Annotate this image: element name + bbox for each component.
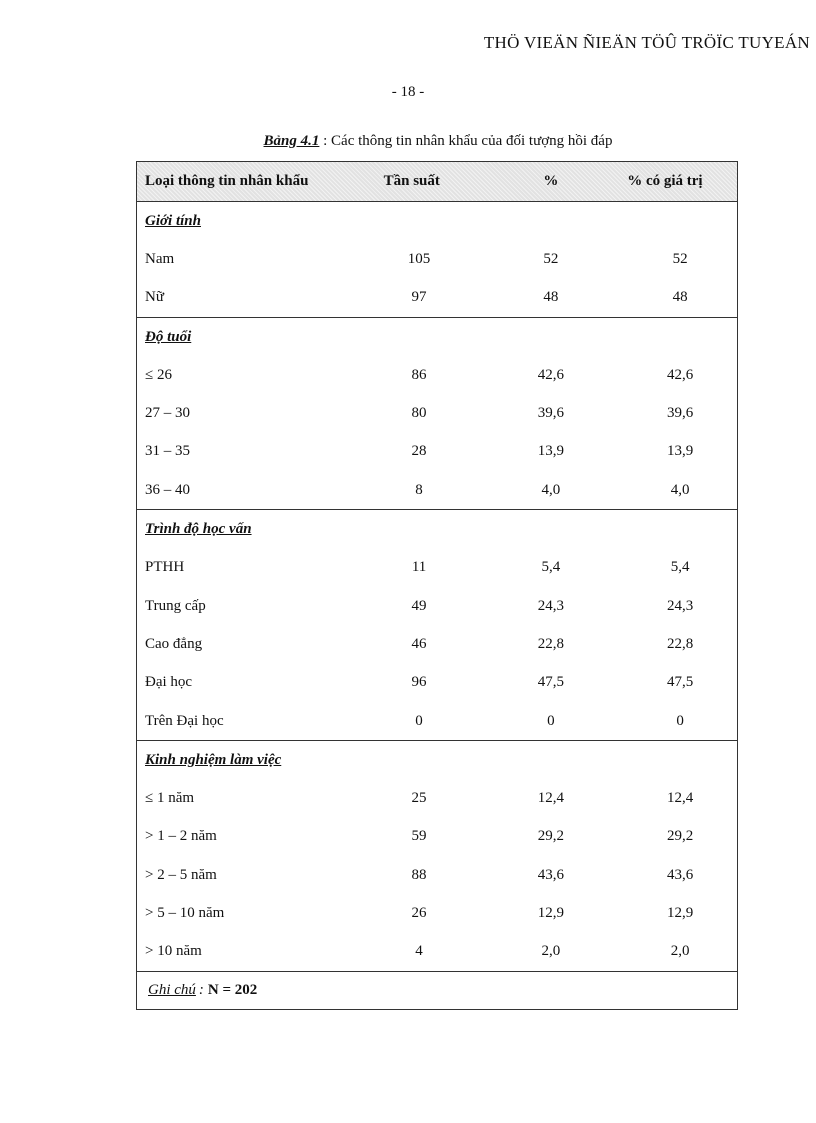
table-caption: [0, 133, 816, 150]
column-header-percent: %: [543, 173, 559, 189]
table-row: [137, 702, 737, 740]
table-row: [137, 894, 737, 932]
cell-percent: 13,9: [537, 443, 564, 460]
cell-frequency: 80: [411, 405, 427, 422]
table-row: [137, 433, 737, 471]
cell-frequency: 28: [411, 443, 427, 460]
cell-frequency: 105: [407, 250, 431, 267]
header-banner: THÖ VIEÄN ÑIEÄN TÖÛ TRÖÏC TUYEÁN: [483, 33, 810, 52]
cell-category: Nam: [145, 250, 175, 267]
cell-percent: 24,3: [537, 597, 564, 614]
cell-category: > 2 – 5 năm: [145, 866, 217, 883]
cell-percent: 48: [543, 289, 559, 306]
cell-percent: 4,0: [541, 481, 561, 498]
cell-valid-percent: 39,6: [666, 405, 694, 422]
cell-category: Nữ: [145, 289, 164, 306]
section-title: Trình độ học vấn: [145, 521, 252, 538]
cell-category: Đại học: [145, 674, 193, 691]
cell-valid-percent: 12,9: [666, 904, 694, 921]
cell-percent: 12,9: [537, 904, 564, 921]
cell-valid-percent: 12,4: [666, 790, 694, 807]
cell-frequency: 59: [411, 828, 427, 845]
cell-percent: 29,2: [537, 828, 564, 845]
table-row: [137, 664, 737, 702]
footnote-value: N = 202: [207, 981, 258, 998]
table-body: [137, 202, 737, 971]
cell-valid-percent: 2,0: [670, 943, 690, 960]
cell-category: ≤ 26: [145, 366, 172, 383]
cell-frequency: 86: [411, 366, 427, 383]
cell-valid-percent: 24,3: [666, 597, 694, 614]
cell-valid-percent: 48: [672, 289, 688, 306]
cell-valid-percent: 42,6: [666, 366, 694, 383]
table-row: [137, 279, 737, 317]
cell-percent: 47,5: [537, 674, 564, 691]
cell-category: 31 – 35: [145, 443, 190, 460]
cell-category: ≤ 1 năm: [145, 790, 195, 807]
cell-percent: 39,6: [537, 405, 564, 422]
table-row: [137, 240, 737, 278]
table-section: [137, 741, 737, 971]
cell-category: > 5 – 10 năm: [145, 904, 225, 921]
table-header-row: [137, 162, 737, 202]
demographics-table: [136, 161, 738, 1010]
cell-frequency: 26: [411, 904, 427, 921]
cell-category: Cao đẳng: [145, 635, 203, 652]
table-footnote: [137, 971, 737, 1009]
cell-valid-percent: 5,4: [670, 559, 690, 576]
table-section: [137, 510, 737, 741]
cell-valid-percent: 13,9: [666, 443, 694, 460]
cell-valid-percent: 47,5: [666, 674, 694, 691]
cell-category: > 10 năm: [145, 943, 202, 960]
cell-frequency: 97: [411, 289, 427, 306]
cell-category: PTHH: [145, 559, 185, 576]
cell-frequency: 8: [415, 481, 423, 498]
cell-frequency: 0: [415, 712, 423, 729]
table-row: [137, 356, 737, 394]
section-title-row: [137, 741, 737, 779]
section-title-row: [137, 510, 737, 548]
column-header-frequency: Tần suất: [383, 173, 440, 189]
section-title: Kinh nghiệm làm việc: [145, 751, 282, 768]
cell-valid-percent: 0: [676, 712, 684, 729]
table-row: [137, 587, 737, 625]
page-number: - 18 -: [391, 84, 425, 100]
cell-frequency: 25: [411, 790, 427, 807]
table-caption-label: Bảng 4.1: [263, 133, 320, 149]
column-header-category: Loại thông tin nhân khẩu: [145, 173, 309, 189]
section-title-row: [137, 202, 737, 240]
cell-percent: 0: [547, 712, 555, 729]
cell-valid-percent: 4,0: [670, 481, 690, 498]
cell-percent: 5,4: [541, 559, 561, 576]
footnote-label: Ghi chú: [148, 981, 196, 998]
cell-percent: 12,4: [537, 790, 564, 807]
table-row: [137, 394, 737, 432]
table-section: [137, 202, 737, 318]
footnote-colon: :: [198, 981, 204, 998]
table-row: [137, 856, 737, 894]
cell-frequency: 4: [415, 943, 423, 960]
cell-valid-percent: 52: [672, 250, 688, 267]
cell-percent: 52: [543, 250, 559, 267]
cell-category: > 1 – 2 năm: [145, 828, 217, 845]
cell-category: 27 – 30: [145, 405, 190, 422]
cell-percent: 43,6: [537, 866, 564, 883]
cell-frequency: 88: [411, 866, 427, 883]
cell-percent: 22,8: [537, 635, 564, 652]
cell-valid-percent: 43,6: [666, 866, 694, 883]
cell-category: 36 – 40: [145, 481, 190, 498]
table-row: [137, 625, 737, 663]
cell-frequency: 46: [411, 635, 427, 652]
cell-valid-percent: 22,8: [666, 635, 694, 652]
cell-percent: 2,0: [541, 943, 561, 960]
cell-percent: 42,6: [537, 366, 564, 383]
table-caption-text: : Các thông tin nhân khẩu của đối tượng hồi đáp: [323, 133, 613, 149]
table-section: [137, 318, 737, 510]
cell-category: Trung cấp: [145, 597, 206, 614]
column-header-valid-percent: % có giá trị: [627, 173, 703, 189]
cell-frequency: 96: [411, 674, 427, 691]
table-row: [137, 471, 737, 509]
cell-frequency: 49: [411, 597, 427, 614]
table-row: [137, 933, 737, 971]
section-title-row: [137, 318, 737, 356]
cell-frequency: 11: [411, 559, 427, 576]
table-row: [137, 818, 737, 856]
table-row: [137, 779, 737, 817]
section-title: Độ tuổi: [145, 328, 192, 345]
cell-valid-percent: 29,2: [666, 828, 694, 845]
section-title: Giới tính: [145, 212, 201, 229]
cell-category: Trên Đại học: [145, 712, 224, 729]
table-row: [137, 549, 737, 587]
